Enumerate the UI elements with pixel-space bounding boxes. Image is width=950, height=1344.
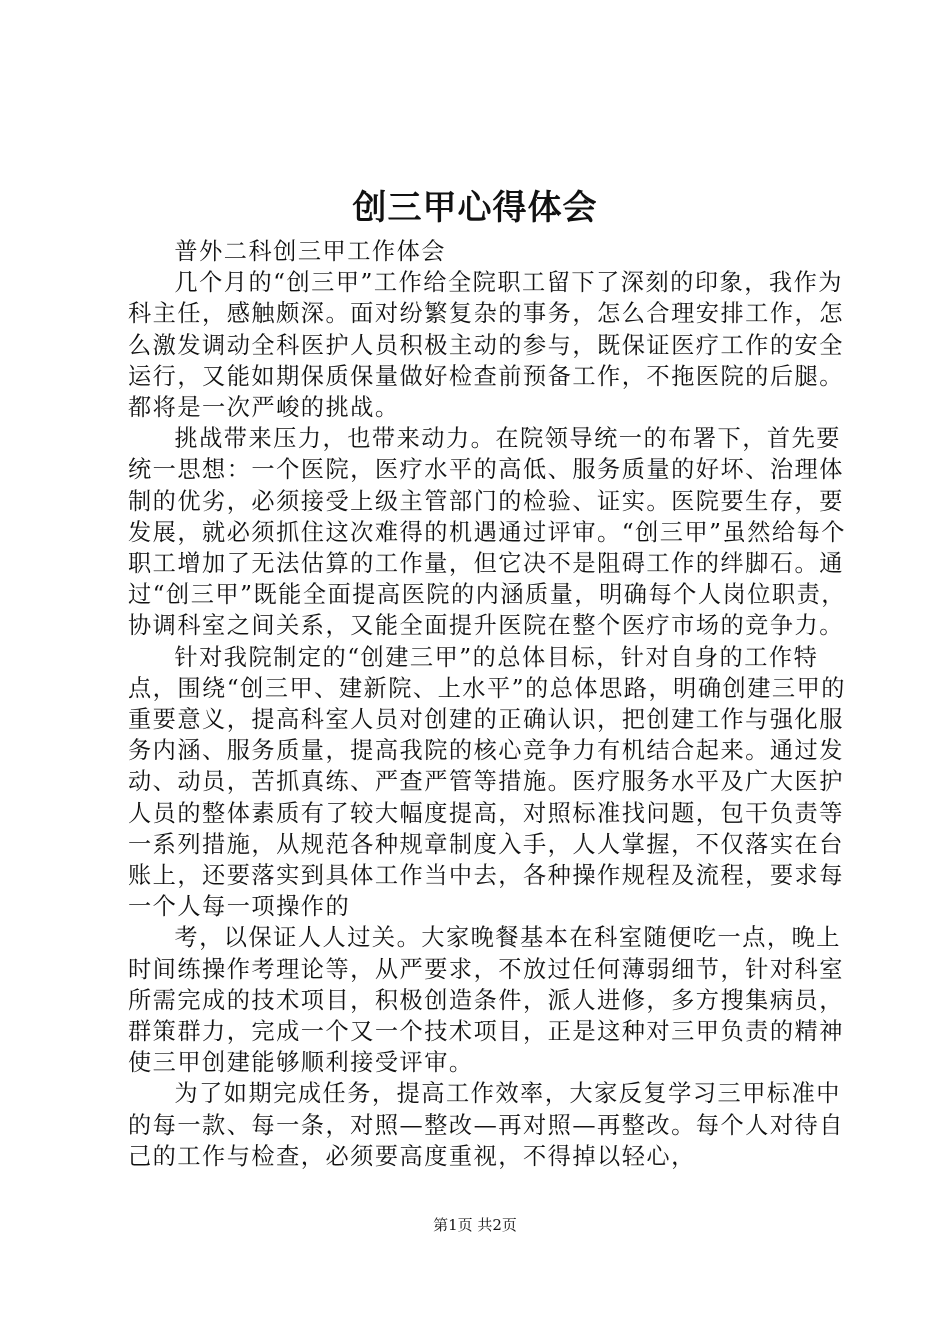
body-paragraph: 针对我院制定的“创建三甲”的总体目标，针对自身的工作特点，围绕“创三甲、建新院、上水平”的总体思路，明确创建三甲的重要意义，提高科室人员对创建的正确认识，把创建工作与强化服务内涵、服务质量，提高我院的核心竞争力有机结合起来。通过发动、动员，苦抓真练、严查严管等措施。医疗服务水平及广大医护人员的整体素质有了较大幅度提高，对照标准找问题，包干负责等一系列措施，从规范各种规章制度入手，人人掌握，不仅落实在台账上，还要落实到具体工作当中去，各种操作规程及流程，要求每一个人每一项操作的 — [128, 643, 846, 921]
document-title: 创三甲心得体会 — [352, 188, 598, 228]
body-paragraph: 为了如期完成任务，提高工作效率，大家反复学习三甲标准中的每一款、每一条，对照—整改—再对照—再整改。每个人对待自己的工作与检查，必须要高度重视，不得掉以轻心， — [128, 1080, 844, 1170]
subtitle-paragraph: 普外二科创三甲工作体会 — [174, 238, 446, 265]
body-paragraph: 挑战带来压力，也带来动力。在院领导统一的布署下，首先要统一思想：一个医院，医疗水平的高低、服务质量的好坏、治理体制的优劣，必须接受上级主管部门的检验、证实。医院要生存，要发展，就必须抓住这次难得的机遇通过评审。“创三甲”虽然给每个职工增加了无法估算的工作量，但它决不是阻碍工作的绊脚石。通过“创三甲”既能全面提高医院的内涵质量，明确每个人岗位职责，协调科室之间关系，又能全面提升医院在整个医疗市场的竞争力。 — [128, 425, 846, 640]
body-paragraph: 几个月的“创三甲”工作给全院职工留下了深刻的印象，我作为科主任，感触颇深。面对纷繁复杂的事务，怎么合理安排工作，怎么激发调动全科医护人员积极主动的参与，既保证医疗工作的安全运行，又能如期保质保量做好检查前预备工作，不拖医院的后腿。都将是一次严峻的挑战。 — [128, 269, 844, 422]
body-paragraph: 考，以保证人人过关。大家晚餐基本在科室随便吃一点，晚上时间练操作考理论等，从严要求，不放过任何薄弱细节，针对科室所需完成的技术项目，积极创造条件，派人进修，多方搜集病员，群策群力，完成一个又一个技术项目，正是这种对三甲负责的精神使三甲创建能够顺利接受评审。 — [128, 924, 844, 1077]
page-footer: 第1页 共2页 — [433, 1216, 517, 1234]
document-body — [128, 236, 848, 1172]
